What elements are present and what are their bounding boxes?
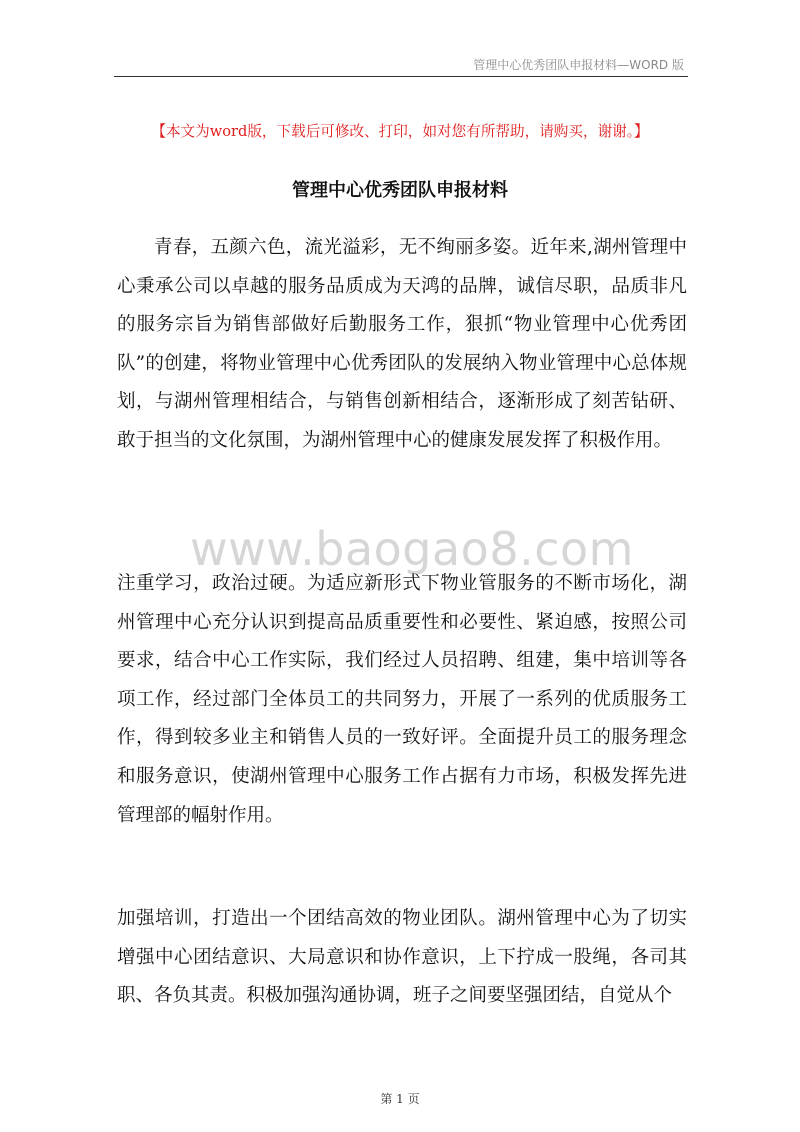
running-header: 管理中心优秀团队申报材料—WORD 版 xyxy=(473,58,684,72)
document-title: 管理中心优秀团队申报材料 xyxy=(292,180,508,201)
download-notice: 【本文为word版，下载后可修改、打印，如对您有所帮助，请购买，谢谢。】 xyxy=(151,123,649,140)
paragraph-training: 加强培训，打造出一个团结高效的物业团队。湖州管理中心为了切实增强中心团结意识、大局意识和协作意识，上下拧成一股绳，各司其职、各负其责。积极加强沟通协调，班子之间要坚强团结，自觉从个 xyxy=(117,908,687,1007)
header-divider xyxy=(114,76,688,77)
page-number: 第 1 页 xyxy=(380,1092,420,1106)
watermark: www.baogao8.com xyxy=(190,522,634,576)
paragraph-study: 注重学习，政治过硬。为适应新形式下物业管服务的不断市场化，湖州管理中心充分认识到提高品质重要性和必要性、紧迫感，按照公司要求，结合中心工作实际，我们经过人员招聘、组建，集中培训等各项工作，经过部门全体员工的共同努力，开展了一系列的优质服务工作，得到较多业主和销售人员的一致好评。全面提升员工的服务理念和服务意识，使湖州管理中心服务工作占据有力市场，积极发挥先进管理部的幅射作用。 xyxy=(117,573,687,826)
paragraph-intro: 青春，五颜六色，流光溢彩，无不绚丽多姿。近年来,湖州管理中心秉承公司以卓越的服务品质成为天鸿的品牌，诚信尽职，品质非凡的服务宗旨为销售部做好后勤服务工作，狠抓“物业管理中心优秀团队”的创建，将物业管理中心优秀团队的发展纳入物业管理中心总体规划，与湖州管理相结合，与销售创新相结合，逐渐形成了刻苦钻研、敢于担当的文化氛围，为湖州管理中心的健康发展发挥了积极作用。 xyxy=(117,237,687,451)
